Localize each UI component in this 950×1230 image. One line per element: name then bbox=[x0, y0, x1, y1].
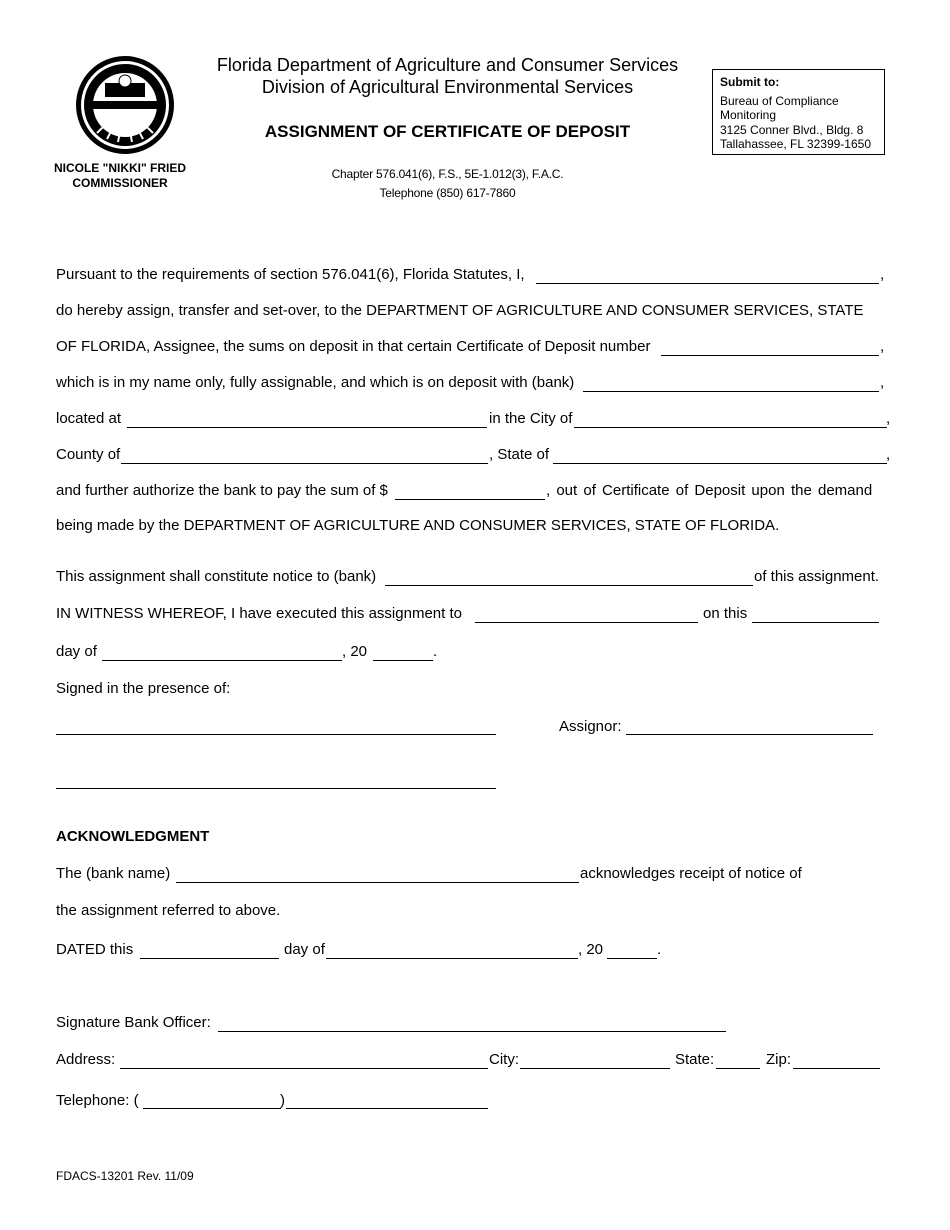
commissioner-name: NICOLE "NIKKI" FRIED bbox=[53, 161, 187, 175]
officer-signature-field[interactable] bbox=[218, 1030, 726, 1032]
assignor-label: Assignor: bbox=[559, 718, 622, 735]
assignor-name-field[interactable] bbox=[536, 282, 879, 284]
acknowledgment-heading: ACKNOWLEDGMENT bbox=[56, 828, 210, 845]
ack-day-of-label: day of bbox=[284, 941, 325, 958]
period: . bbox=[657, 941, 662, 958]
area-code-field[interactable] bbox=[143, 1107, 281, 1109]
comma: , bbox=[886, 410, 891, 427]
comma: , bbox=[886, 446, 891, 463]
on-this-label: on this bbox=[703, 605, 748, 622]
submit-to-box bbox=[712, 69, 885, 155]
period: . bbox=[433, 643, 438, 660]
ack-bank-name-field[interactable] bbox=[176, 881, 579, 883]
body-line-7-end: , out of Certificate of Deposit upon the demand bbox=[546, 482, 873, 499]
body-line-4: which is in my name only, fully assignable, and which is on deposit with (bank) bbox=[56, 374, 575, 391]
day-of-label: day of bbox=[56, 643, 97, 660]
department-name: Florida Department of Agriculture and Consumer Services bbox=[216, 55, 679, 75]
bank-name-label: The (bank name) bbox=[56, 865, 171, 882]
statute-reference: Chapter 576.041(6), F.S., 5E-1.012(3), F.A.C. bbox=[331, 167, 564, 181]
executed-day-field[interactable] bbox=[752, 621, 879, 623]
sum-amount-field[interactable] bbox=[395, 498, 545, 500]
comma: , bbox=[880, 374, 885, 391]
department-seal-logo bbox=[75, 55, 175, 155]
ack-month-field[interactable] bbox=[326, 957, 578, 959]
bank-address-field[interactable] bbox=[127, 426, 487, 428]
certificate-number-field[interactable] bbox=[661, 354, 879, 356]
county-label: County of bbox=[56, 446, 121, 463]
division-name: Division of Agricultural Environmental Services bbox=[261, 77, 634, 97]
ack-day-field[interactable] bbox=[140, 957, 279, 959]
ack-line-2: the assignment referred to above. bbox=[56, 902, 281, 919]
executed-month-field[interactable] bbox=[102, 659, 342, 661]
county-field[interactable] bbox=[121, 462, 488, 464]
officer-city-field[interactable] bbox=[520, 1067, 670, 1069]
signed-presence-label: Signed in the presence of: bbox=[56, 680, 231, 697]
bank-name-field[interactable] bbox=[583, 390, 879, 392]
notice-end: of this assignment. bbox=[754, 568, 880, 585]
bank-city-field[interactable] bbox=[574, 426, 887, 428]
executed-year-field[interactable] bbox=[373, 659, 433, 661]
state-field[interactable] bbox=[553, 462, 887, 464]
signature-officer-label: Signature Bank Officer: bbox=[56, 1014, 211, 1031]
form-title: ASSIGNMENT OF CERTIFICATE OF DEPOSIT bbox=[264, 122, 631, 141]
city-label: City: bbox=[489, 1051, 519, 1068]
zip-label: Zip: bbox=[766, 1051, 792, 1068]
body-line-8: being made by the DEPARTMENT OF AGRICULTURE AND CONSUMER SERVICES, STATE OF FLORIDA. bbox=[56, 517, 780, 534]
city-label: in the City of bbox=[489, 410, 573, 427]
submit-line: Monitoring bbox=[720, 108, 777, 122]
officer-address-field[interactable] bbox=[120, 1067, 488, 1069]
officer-zip-field[interactable] bbox=[793, 1067, 880, 1069]
submit-line: Bureau of Compliance bbox=[720, 93, 839, 108]
comma: , bbox=[880, 338, 885, 355]
telephone-label: Telephone: ( bbox=[56, 1092, 139, 1109]
body-line-3: OF FLORIDA, Assignee, the sums on deposit in that certain Certificate of Deposit number bbox=[56, 338, 651, 355]
commissioner-block bbox=[40, 161, 200, 191]
ack-year-field[interactable] bbox=[607, 957, 657, 959]
assignor-signature[interactable] bbox=[626, 733, 873, 735]
notice-bank-field[interactable] bbox=[385, 584, 753, 586]
header-telephone: Telephone (850) 617-7860 bbox=[379, 186, 516, 200]
dated-this-label: DATED this bbox=[56, 941, 134, 958]
paren-close: ) bbox=[280, 1092, 285, 1109]
submit-to-label: Submit to: bbox=[720, 75, 780, 89]
ack-year-prefix: , 20 bbox=[578, 941, 604, 958]
comma: , bbox=[880, 266, 885, 283]
executed-to-field[interactable] bbox=[475, 621, 698, 623]
located-at-label: located at bbox=[56, 410, 122, 427]
submit-line: Tallahassee, FL 32399-1650 bbox=[720, 137, 871, 151]
witness-signature-1[interactable] bbox=[56, 733, 496, 735]
notice-label: This assignment shall constitute notice to (bank) bbox=[56, 568, 377, 585]
state-label: State: bbox=[675, 1051, 715, 1068]
body-line-2: do hereby assign, transfer and set-over, to the DEPARTMENT OF AGRICULTURE AND CONSUMER SERVICES, STATE bbox=[56, 302, 864, 319]
commissioner-title: COMMISSIONER bbox=[72, 176, 168, 190]
telephone-number-field[interactable] bbox=[286, 1107, 488, 1109]
witness-label: IN WITNESS WHEREOF, I have executed this assignment to bbox=[56, 605, 462, 622]
sum-label: and further authorize the bank to pay the sum of $ bbox=[56, 482, 388, 499]
year-prefix: , 20 bbox=[342, 643, 368, 660]
witness-signature-2[interactable] bbox=[56, 787, 496, 789]
address-label: Address: bbox=[56, 1051, 116, 1068]
submit-line: 3125 Conner Blvd., Bldg. 8 bbox=[720, 122, 864, 137]
form-number: FDACS-13201 Rev. 11/09 bbox=[56, 1169, 194, 1183]
state-label: , State of bbox=[489, 446, 550, 463]
body-line-1: Pursuant to the requirements of section 576.041(6), Florida Statutes, I, bbox=[56, 266, 525, 283]
ack-receipt-text: acknowledges receipt of notice of bbox=[580, 865, 802, 882]
officer-state-field[interactable] bbox=[716, 1067, 760, 1069]
